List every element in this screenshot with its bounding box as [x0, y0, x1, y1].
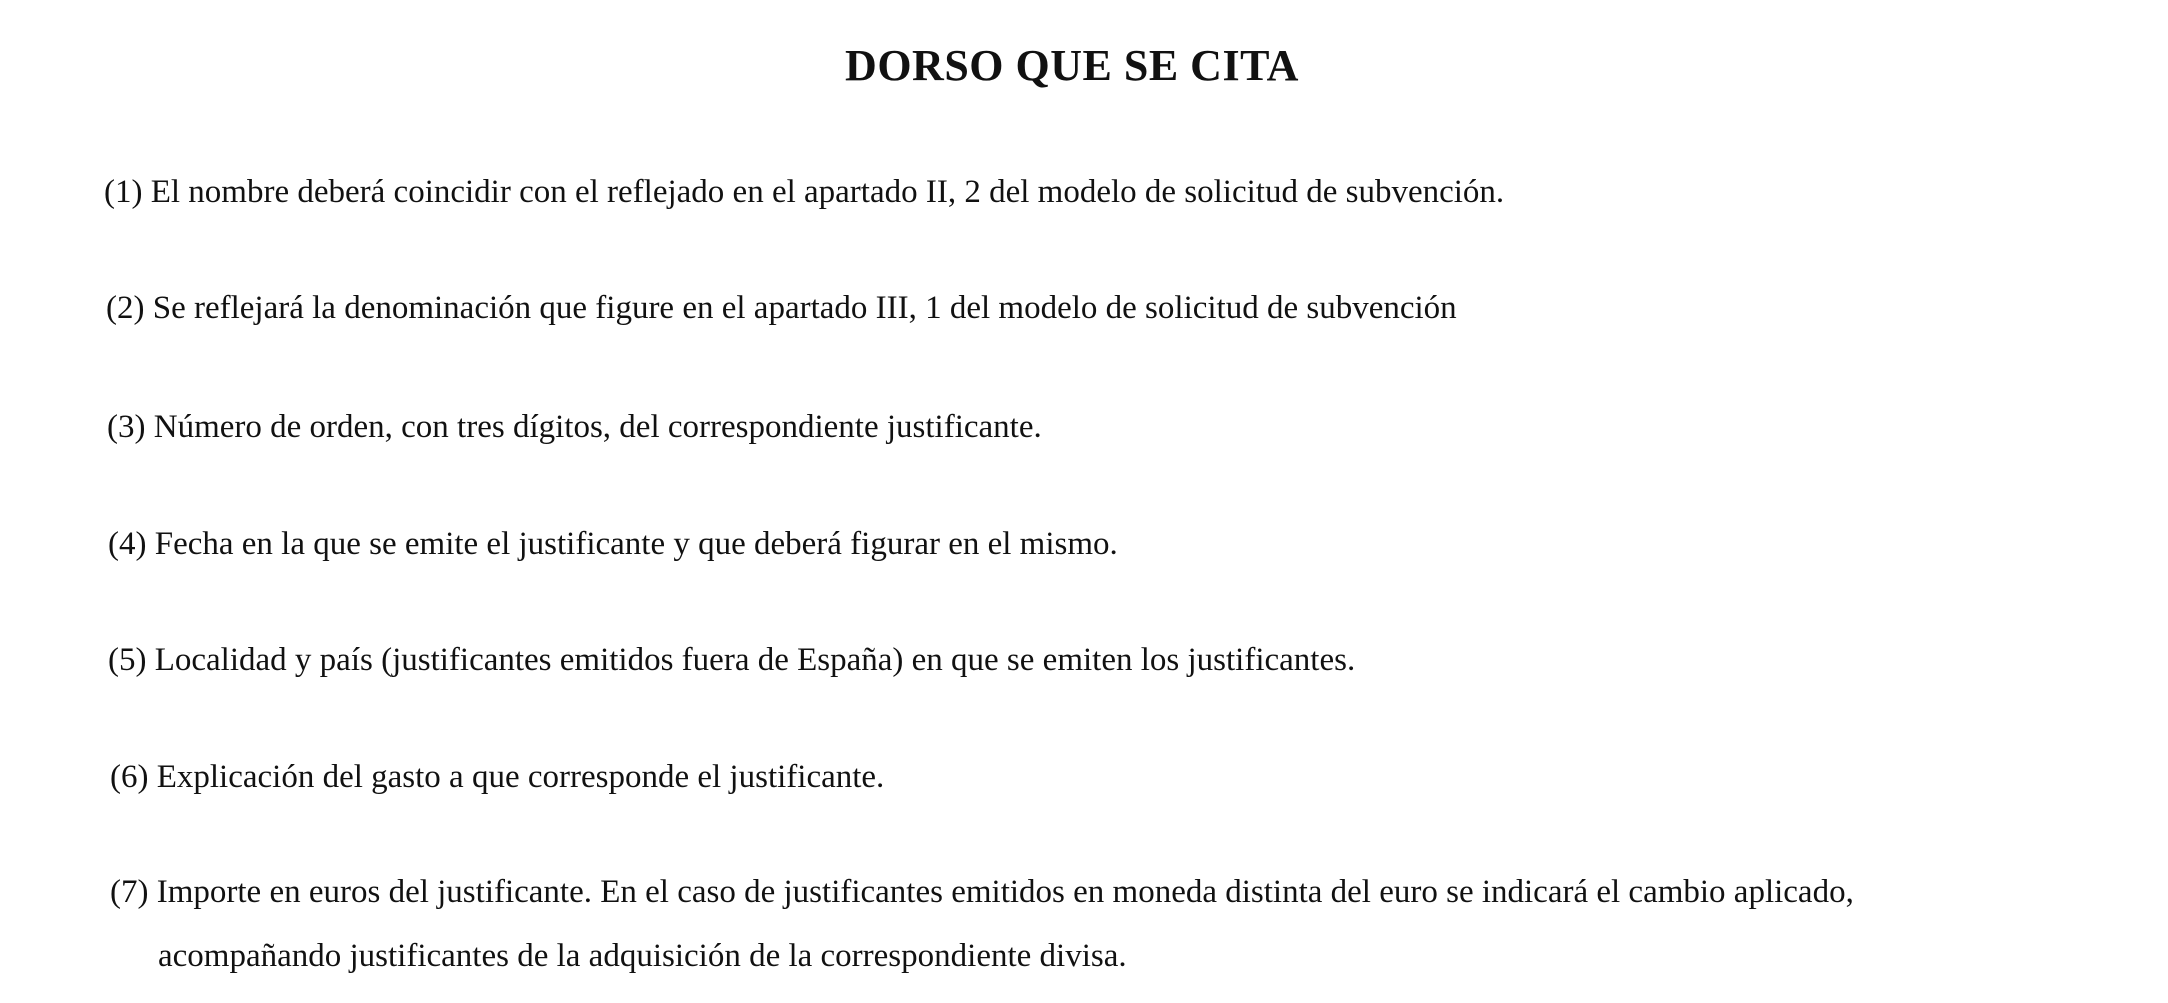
note-item — [108, 512, 1118, 576]
note-text: El nombre deberá coincidir con el reflejado en el apartado II, 2 del modelo de solicitud de subvención. — [150, 174, 1505, 210]
note-number: (6) — [110, 759, 149, 795]
note-item — [110, 860, 1854, 988]
note-text: Importe en euros del justificante. En el caso de justificantes emitidos en moneda distinta del euro se indicará el cambio aplicado, — [156, 874, 1854, 910]
note-item — [104, 160, 1504, 224]
note-text: Número de orden, con tres dígitos, del correspondiente justificante. — [153, 409, 1042, 445]
document-title: DORSO QUE SE CITA — [845, 41, 1299, 90]
note-number: (5) — [108, 642, 147, 678]
note-number: (4) — [108, 526, 147, 562]
note-item — [108, 628, 1355, 692]
note-item — [110, 745, 884, 809]
note-text: Se reflejará la denominación que figure en el apartado III, 1 del modelo de solicitud de subvención — [152, 290, 1457, 326]
note-text: Explicación del gasto a que corresponde el justificante. — [156, 759, 885, 795]
note-number: (2) — [106, 290, 145, 326]
note-text-continuation: acompañando justificantes de la adquisición de la correspondiente divisa. — [158, 938, 1127, 974]
note-item — [107, 395, 1042, 459]
note-number: (7) — [110, 874, 149, 910]
note-number: (1) — [104, 174, 143, 210]
note-text: Fecha en la que se emite el justificante y que deberá figurar en el mismo. — [154, 526, 1118, 562]
note-number: (3) — [107, 409, 146, 445]
note-item — [106, 276, 1457, 340]
note-text: Localidad y país (justificantes emitidos fuera de España) en que se emiten los justificantes. — [154, 642, 1356, 678]
